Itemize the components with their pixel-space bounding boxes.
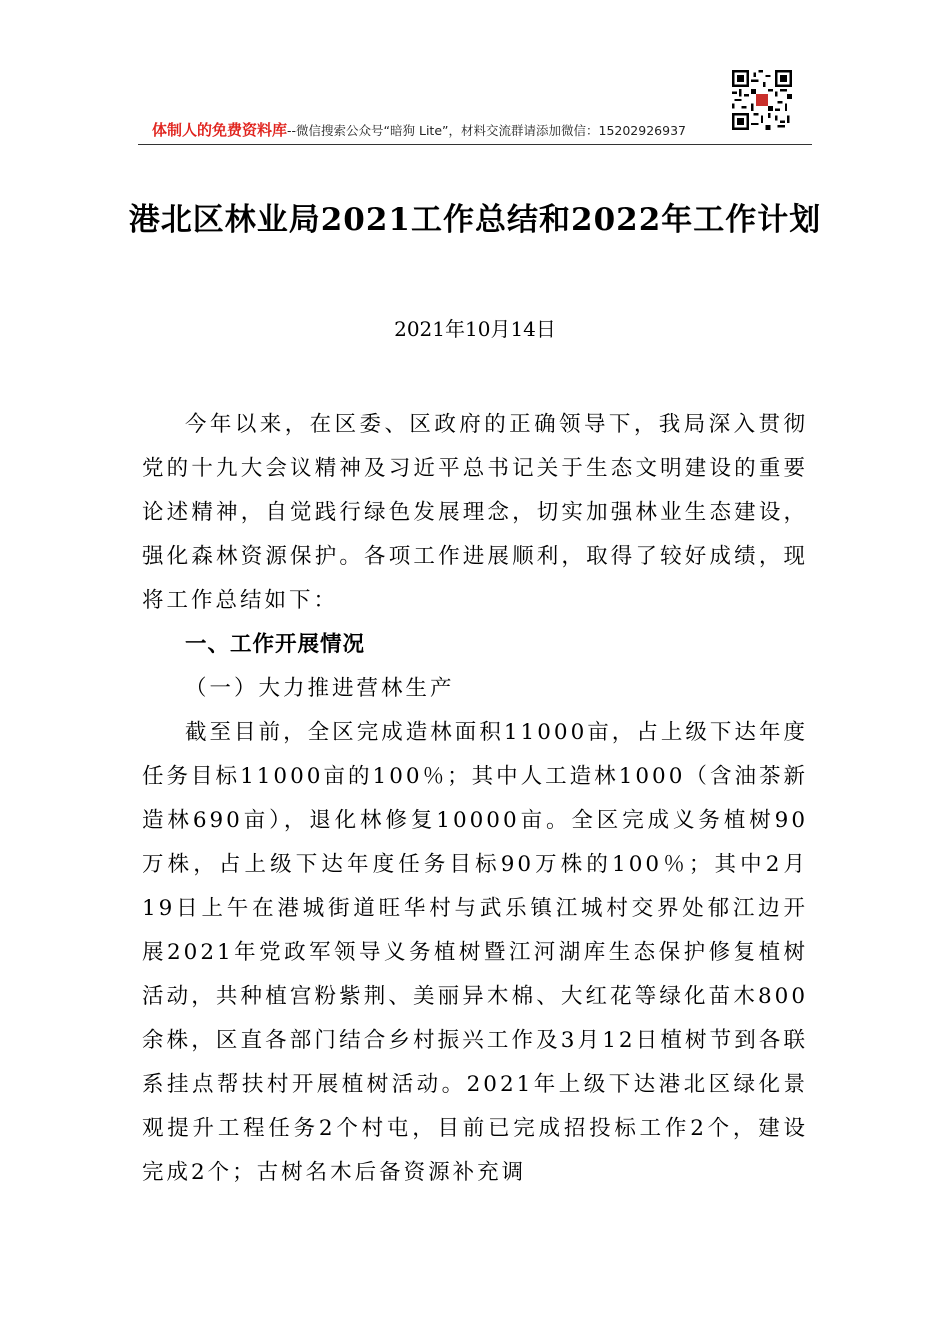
qr-code-icon: [732, 70, 792, 130]
document-title: 港北区林业局2021工作总结和2022年工作计划: [128, 202, 822, 238]
header-info: --微信搜索公众号“暗狗 Lite”，材料交流群请添加微信：15202926937: [287, 123, 686, 138]
page-header: [138, 62, 812, 145]
header-banner: [152, 119, 686, 140]
header-brand: 体制人的免费资料库: [152, 121, 288, 139]
subsection-heading: （一）大力推进营林生产: [185, 676, 455, 701]
body-paragraph: 截至目前，全区完成造林面积11000亩，占上级下达年度任务目标11000亩的100％；其中人工造林1000（含油茶新造林690亩），退化林修复10000亩。全区完成义务植树90万株，占上级下达年度任务目标90万株的100％；其中2月19日上午在港城街道旺华村与武乐镇江城村交界处郁江边开展2021年党政军领导义务植树暨江河湖库生态保护修复植树活动，共种植宫粉紫荆、美丽异木棉、大红花等绿化苗木800余株，区直各部门结合乡村振兴工作及3月12日植树节到各联系挂点帮扶村开展植树活动。2021年上级下达港北区绿化景观提升工程任务2个村屯，目前已完成招投标工作2个，建设完成2个；古树名木后备资源补充调: [142, 720, 808, 1185]
intro-paragraph: 今年以来，在区委、区政府的正确领导下，我局深入贯彻党的十九大会议精神及习近平总书记关于生态文明建设的重要论述精神，自觉践行绿色发展理念，切实加强林业生态建设，强化森林资源保护。各项工作进展顺利，取得了较好成绩，现将工作总结如下：: [142, 412, 808, 613]
section-heading: 一、工作开展情况: [185, 632, 366, 657]
document-body: [142, 403, 808, 1195]
document-date: 2021年10月14日: [394, 317, 556, 341]
